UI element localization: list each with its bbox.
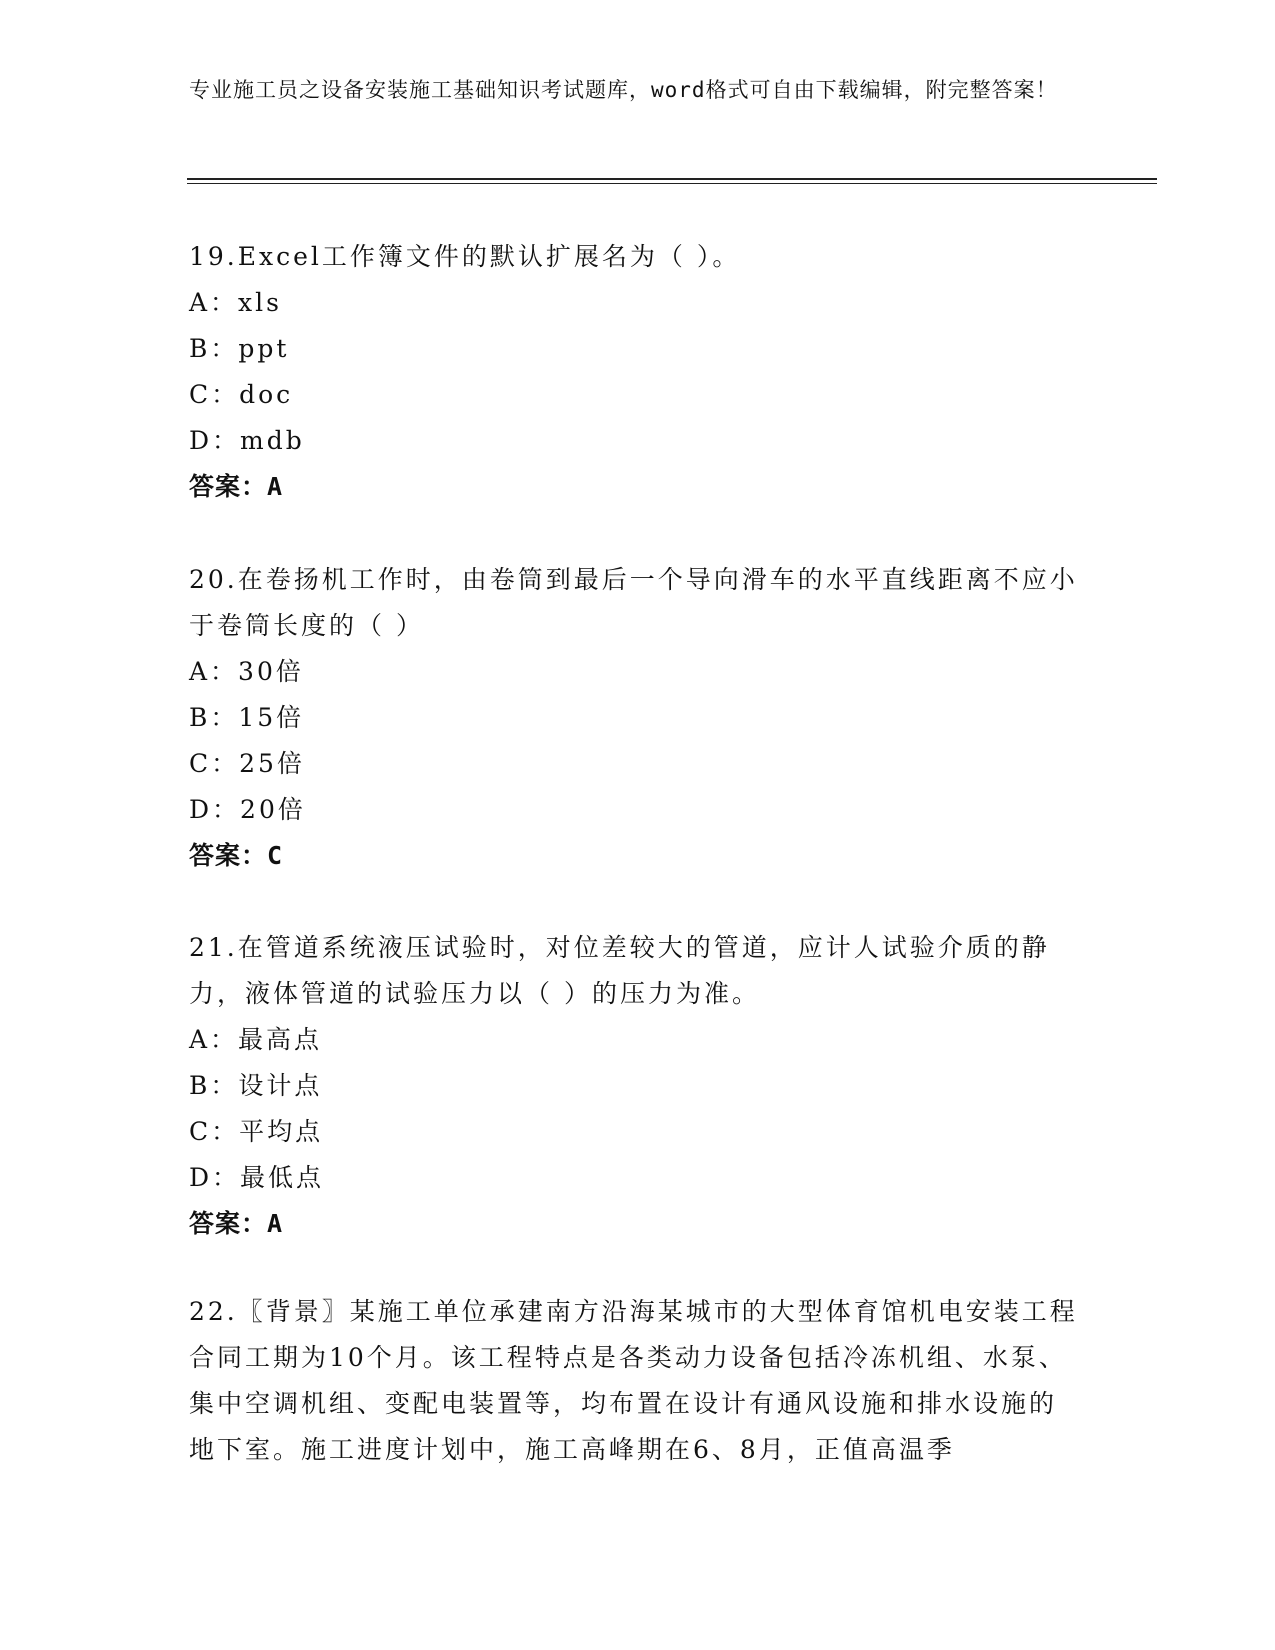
question-stem: 21.在管道系统液压试验时，对位差较大的管道，应计人试验介质的静力，液体管道的试验压力以（ ）的压力为准。	[189, 933, 1050, 1008]
question-22	[189, 1289, 1079, 1473]
answer: 答案：A	[189, 472, 284, 501]
question-20	[189, 557, 1079, 879]
question-stem: 22.〖背景〗某施工单位承建南方沿海某城市的大型体育馆机电安装工程合同工期为10个月。该工程特点是各类动力设备包括冷冻机组、水泵、集中空调机组、变配电装置等，均布置在设计有通风设施和排水设施的地下室。施工进度计划中，施工高峰期在6、8月，正值高温季	[189, 1297, 1078, 1464]
question-19	[189, 234, 1079, 510]
option-d: D：mdb	[189, 426, 305, 455]
option-d: D：最低点	[189, 1163, 325, 1192]
option-c: C：平均点	[189, 1117, 324, 1146]
option-b: B：设计点	[189, 1071, 323, 1100]
document-header: 专业施工员之设备安装施工基础知识考试题库，word格式可自由下载编辑，附完整答案！	[189, 78, 1058, 102]
option-c: C：doc	[189, 380, 294, 409]
option-b: B：15倍	[189, 703, 305, 732]
answer: 答案：A	[189, 1209, 284, 1238]
option-a: A：30倍	[189, 657, 304, 686]
option-a: A：xls	[189, 288, 282, 317]
option-b: B：ppt	[189, 334, 290, 363]
option-d: D：20倍	[189, 795, 306, 824]
question-21	[189, 925, 1079, 1247]
header-divider-thick	[187, 178, 1157, 180]
header-divider-thin	[187, 183, 1157, 184]
question-stem: 19.Excel工作簿文件的默认扩展名为（ ）。	[189, 242, 741, 271]
answer: 答案：C	[189, 841, 284, 870]
question-stem: 20.在卷扬机工作时，由卷筒到最后一个导向滑车的水平直线距离不应小于卷筒长度的（ ）	[189, 565, 1078, 640]
option-a: A：最高点	[189, 1025, 323, 1054]
option-c: C：25倍	[189, 749, 305, 778]
